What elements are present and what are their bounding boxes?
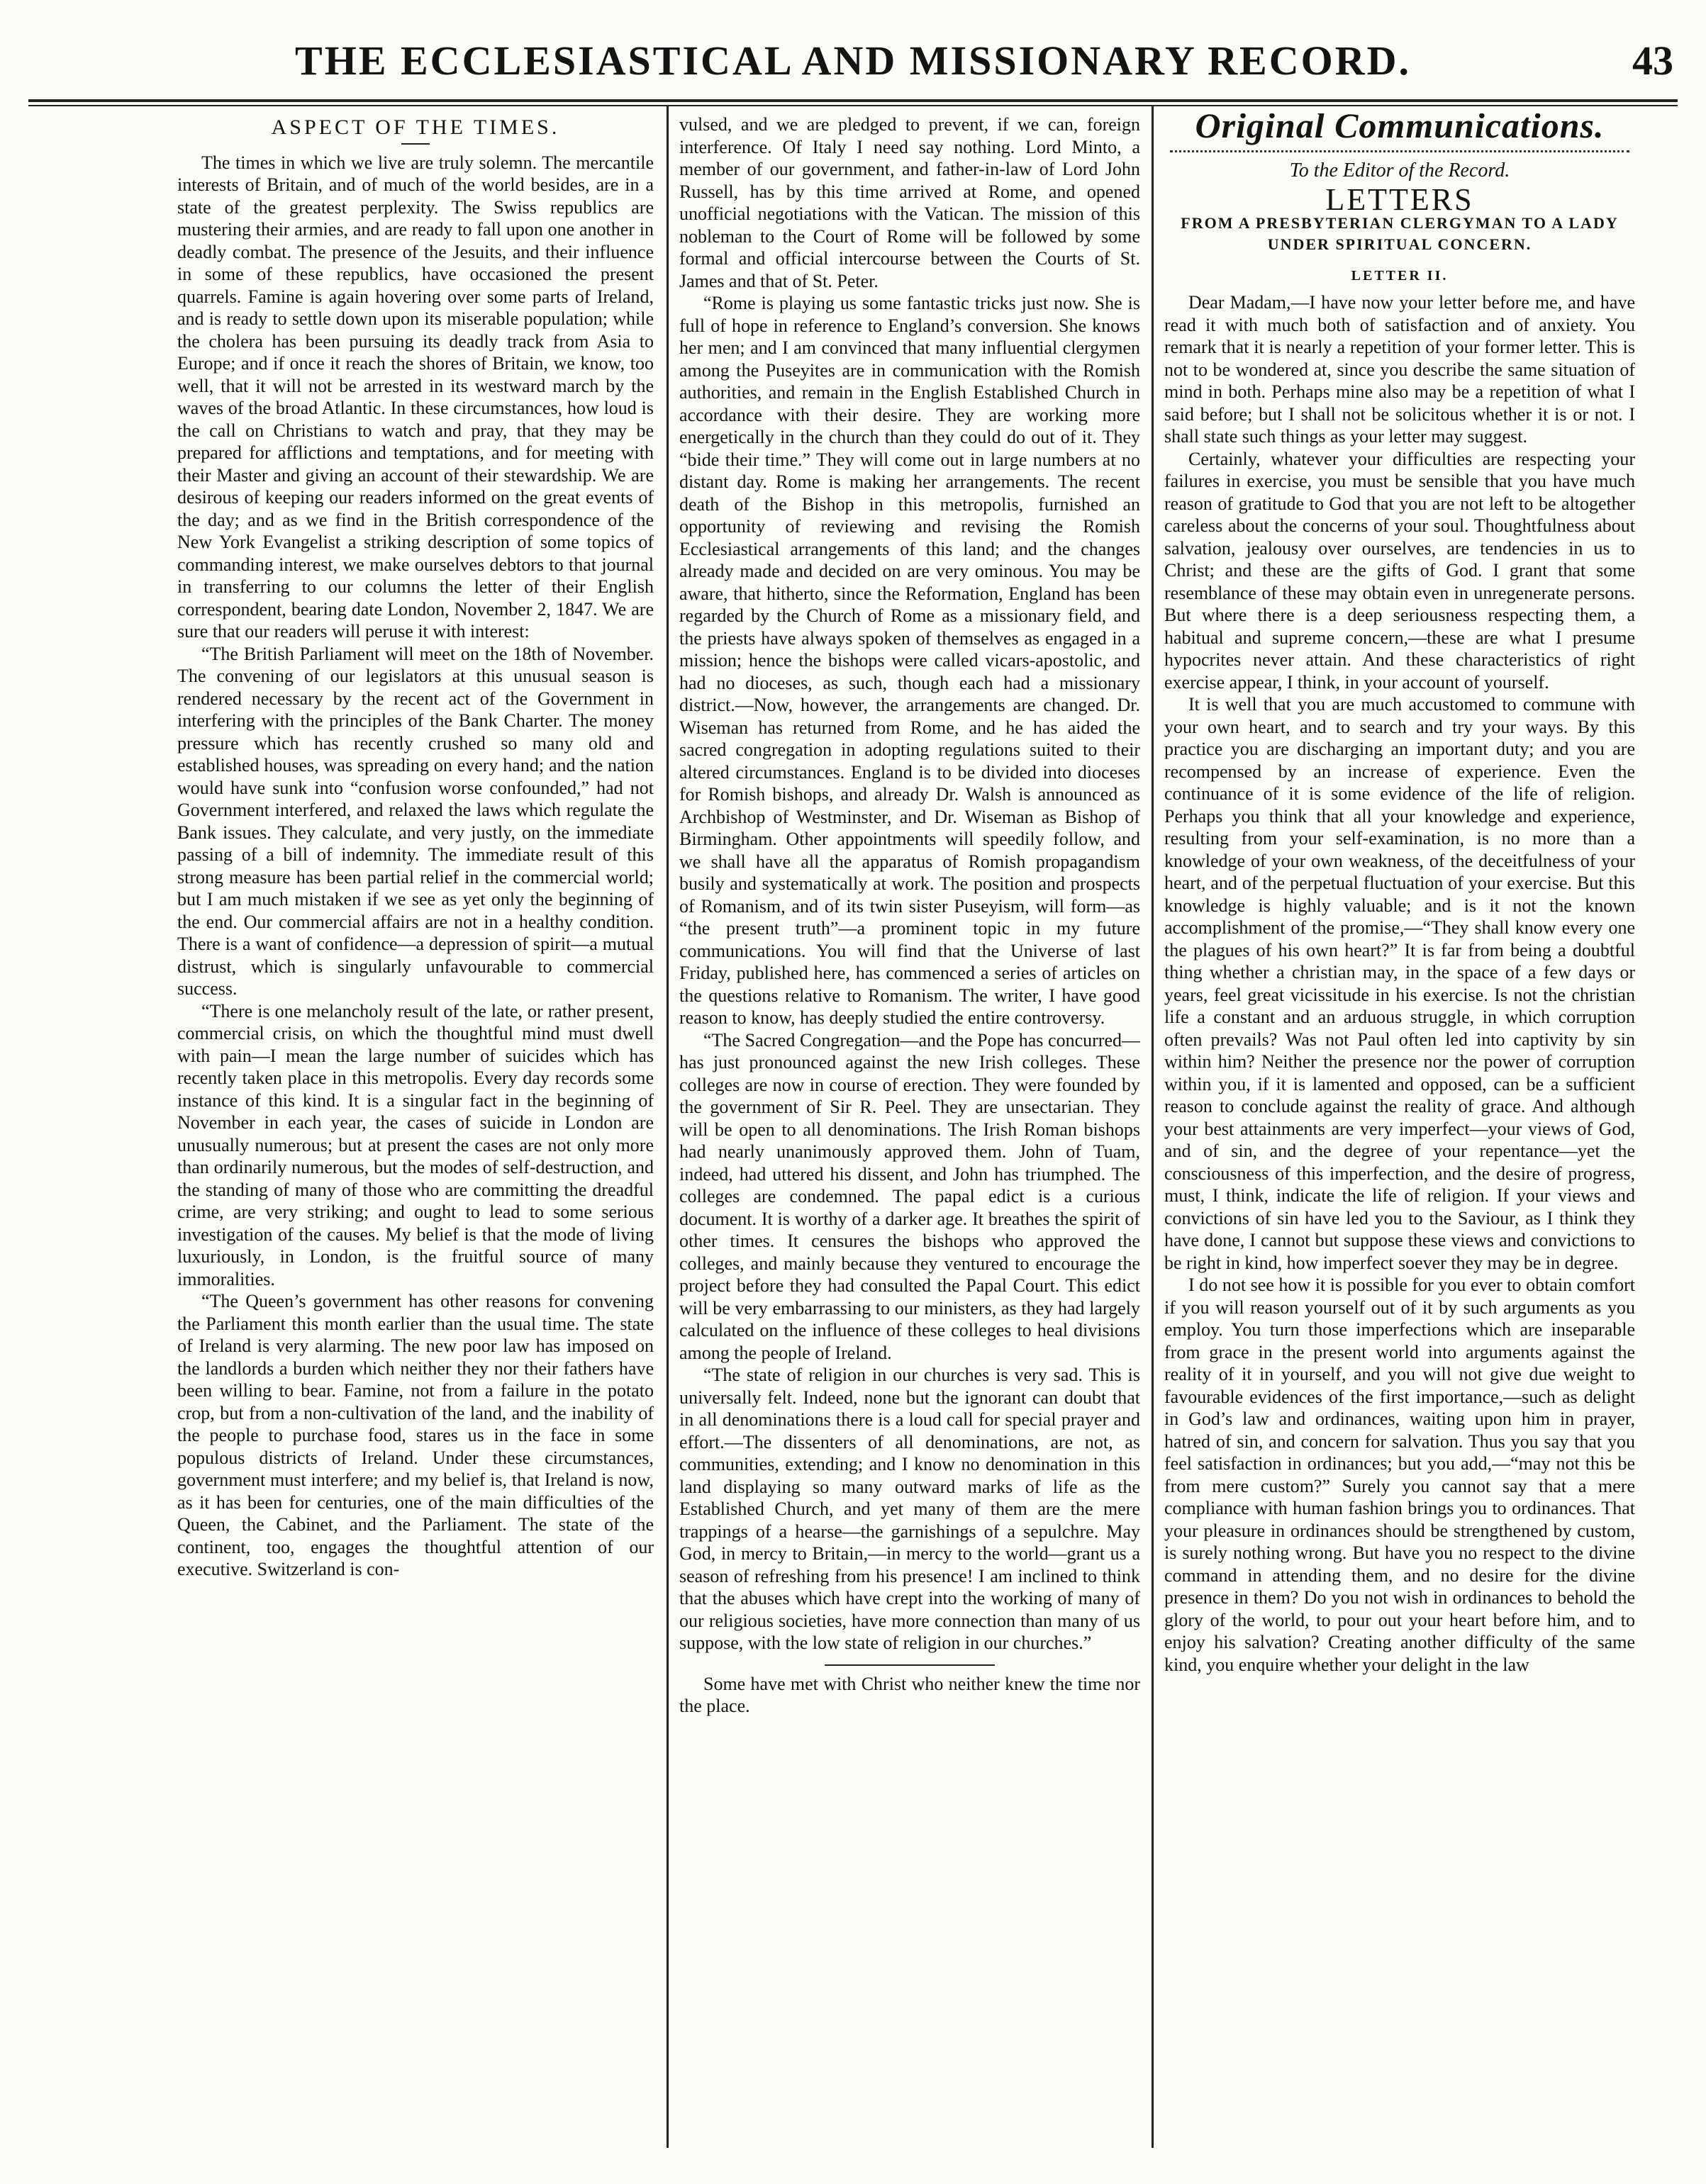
article-paragraph: “The Queen’s government has other reasons for convening the Parliament this month earlier than the usual time. The state of Ireland is very alarming. The new poor law has imposed on the landlords a burden which neither they nor their fathers have been willing to bear. Famine, not from a failure in the potato crop, but from a non-cultivation of the land, and the inability of the people to purchase food, stares us in the face in some populous districts of Ireland. Under these circumstances, government must interfere; and my belief is, that Ireland is now, as it has been for centuries, one of the main difficulties of the Queen, the Cabinet, and the Parliament. The state of the continent, too, engages the thoughtful attention of our executive. Switzerland is con- <box>177 1291 654 1579</box>
header-rule-bottom <box>28 105 1678 106</box>
article-paragraph: “Rome is playing us some fantastic tricks just now. She is full of hope in reference to England’s conversion. She knows her men; and I am convinced that many influential clergymen among the Puseyites are in communication with the Romish authorities, and remain in the English Established Church in accordance with their desire. They are working more energetically in the church than they could do out of it. They “bide their time.” They will come out in large numbers at no distant day. Rome is making her arrangements. The recent death of the Bishop in this metropolis, furnished an opportunity of reviewing and revising the Romish Ecclesiastical arrangements of this land; and the changes already made and decided on are very ominous. You may be aware, that hitherto, since the Reformation, England has been regarded by the Church of Rome as a missionary field, and the priests have always spoken of themselves as engaged in a mission; hence the bishops were called vicars-apostolic, and had no dioceses, as such, though each had a missionary district.—Now, however, the arrangements are changed. Dr. Wiseman has returned from Rome, and he has aided the sacred congregation in adopting regulations suited to their altered circumstances. England is to be divided into dioceses for Romish bishops, and already Dr. Walsh is announced as Archbishop of Westminster, and Dr. Wiseman as Bishop of Birmingham. Other appointments will speedily follow, and we shall have all the apparatus of Romish propagandism busily and systematically at work. The position and prospects of Romanism, and of its twin sister Puseyism, will form—as “the present truth”—a prominent topic in my future communications. You will find that the Universe of last Friday, published here, has commenced a series of articles on the questions relative to Romanism. The writer, I have good reason to know, has deeply studied the entire controversy. <box>679 293 1140 1028</box>
column-3 <box>1164 113 1635 2141</box>
letters-subtitle: FROM A PRESBYTERIAN CLERGYMAN TO A LADY UNDER SPIRITUAL CONCERN. <box>1181 213 1619 253</box>
column-1 <box>177 113 654 2141</box>
editor-address: To the Editor of the Record. <box>1289 159 1510 181</box>
column-divider-2 <box>1152 106 1154 2148</box>
column-2 <box>679 113 1140 2141</box>
letters-title: LETTERS <box>1325 182 1474 217</box>
running-title: THE ECCLESIASTICAL AND MISSIONARY RECORD. <box>295 38 1411 84</box>
section-title: Original Communications. <box>1195 113 1605 145</box>
article-paragraph: vulsed, and we are pledged to prevent, if we can, foreign interference. Of Italy I need say nothing. Lord Minto, a member of our government, and father-in-law of Lord John Russell, has by this time arrived at Rome, and opened unofficial negotiations with the Vatican. The mission of this nobleman to the Court of Rome will be followed by some formal and official intercourse between the Courts of St. James and that of St. Peter. <box>679 114 1140 291</box>
letter-paragraph: It is well that you are much accustomed to commune with your own heart, and to search and try your ways. By this practice you are discharging an important duty; and you are recompensed by an increase of experience. Even the continuance of it is some evidence of the life of religion. Perhaps you think that all your knowledge and experience, resulting from your self-examination, is no more than a knowledge of your own weakness, of the deceitfulness of your heart, and of the perpetual fluctuation of your exercise. But this knowledge is highly valuable; and is it not the known accomplishment of the promise,—“They shall know every one the plagues of his own heart?” It is far from being a doubtful thing whether a christian may, in the space of a few days or years, feel great vicissitude in his exercise. Is not the christian life a constant and an arduous struggle, in which corruption often prevails? Was not Paul often led into captivity by sin within him? Neither the presence nor the power of corruption within you, if it is lamented and opposed, can be a sufficient reason to conclude against the reality of grace. And although your best attainments are very imperfect—your views of God, and of sin, and the degree of your repentance—yet the consciousness of this imperfection, and the desire of progress, must, I think, indicate the life of religion. If your views and convictions of sin have led you to the Saviour, as I think they have done, I cannot but suppose these views and convictions to be right in kind, how imperfect soever they may be in degree. <box>1164 694 1635 1273</box>
article-paragraph: “The British Parliament will meet on the 18th of November. The convening of our legislators at this unusual season is rendered necessary by the recent act of the Government in interfering with the principles of the Bank Charter. The money pressure which has recently crushed so many old and established houses, was spreading on every hand; and the nation would have sunk into “confusion worse confounded,” had not Government interfered, and relaxed the laws which regulate the Bank issues. They calculate, and very justly, on the immediate passing of a bill of indemnity. The immediate result of this strong measure has been partial relief in the commercial world; but I am much mistaken if we see as yet only the beginning of the end. Our commercial affairs are not in a healthy condition. There is a want of confidence—a depression of spirit—a mutual distrust, which is singularly unfavourable to commercial success. <box>177 643 654 999</box>
article-paragraph: “There is one melancholy result of the late, or rather present, commercial crisis, on which the thoughtful mind must dwell with pain—I mean the large number of suicides which has recently taken place in this metropolis. Every day records some instance of this kind. It is a singular fact in the beginning of November in each year, the cases of suicide in London are unusually numerous; but at present the cases are not only more than ordinarily numerous, but the modes of self-destruction, and the standing of many of those who are committing the dreadful crime, are very striking; and ought to lead to some serious investigation of the causes. My belief is that the mode of living luxuriously, in London, is the fruitful source of many immoralities. <box>177 1000 654 1289</box>
letter-paragraph: Certainly, whatever your difficulties are respecting your failures in exercise, you must be sensible that you have much reason of gratitude to God that you are not left to be altogether careless about the concerns of your soul. Thoughtfulness about salvation, jealousy over ourselves, are tendencies in us to Christ; and these are the gifts of God. I grant that some resemblance of these may obtain even in unregenerate persons. But where there is a deep seriousness respecting them, a habitual and supreme concern,—these are what I presume hypocrites never attain. And these characteristics of right exercise appear, I think, in your account of yourself. <box>1164 448 1635 693</box>
footer-rule <box>825 1664 995 1666</box>
article-paragraph: “The Sacred Congregation—and the Pope has concurred—has just pronounced against the new Irish colleges. These colleges are now in course of erection. They were founded by the government of Sir R. Peel. They are unsectarian. They will be open to all denominations. The Irish Roman bishops had nearly unanimously approved them. John of Tuam, indeed, had uttered his dissent, and John has triumphed. The colleges are condemned. The papal edict is a curious document. It is worthy of a darker age. It breathes the spirit of other times. It censures the bishops who approved the colleges, and mainly because they ventured to encourage the project before they had consulted the Papal Court. This edict will be very embarrassing to our ministers, as they had largely calculated on the influence of these colleges to heal divisions among the people of Ireland. <box>679 1029 1140 1363</box>
article-heading: ASPECT OF THE TIMES. <box>271 116 560 139</box>
column-divider-1 <box>667 106 669 2148</box>
page-header <box>28 28 1678 92</box>
footer-note: Some have met with Christ who neither knew the time nor the place. <box>679 1673 1140 1716</box>
letter-paragraph: I do not see how it is possible for you ever to obtain comfort if you will reason yourself out of it by such arguments as you employ. You turn those imperfections which are inseparable from grace in the present world into arguments against the reality of it in yourself, and you will not give due weight to favourable evidences of the first importance,—such as delight in God’s law and ordinances, waiting upon him in prayer, hatred of sin, and concern for salvation. Thus you say that you feel satisfaction in ordinances; but you add,—“may not this be from mere custom?” Surely you cannot say that a mere compliance with human fashion brings you to ordinances. That your pleasure in ordinances should be strengthened by custom, is surely nothing wrong. But have you no respect to the divine command in attending them, and no desire for the divine presence in them? Do you not wish in ordinances to behold the glory of the world, to pour out your heart before him, and to enjoy his salvation? Creating another difficulty of the same kind, you enquire whether your delight in the law <box>1164 1275 1635 1675</box>
heading-rule <box>401 143 430 145</box>
article-paragraph: The times in which we live are truly solemn. The mercantile interests of Britain, and of much of the world besides, are in a state of the greatest perplexity. The Swiss republics are mustering their armies, and are ready to fall upon one another in deadly combat. The presence of the Jesuits, and their influence in some of these republics, have occasioned the present quarrels. Famine is again hovering over some parts of Ireland, and is ready to settle down upon its miserable population; while the cholera has been pursuing its deadly track from Asia to Europe; and if once it reach the shores of Britain, we know, too well, that it will not be arrested in its westward march by the waves of the broad Atlantic. In these circumstances, how loud is the call on Christians to watch and pray, that they may be prepared for afflictions and temptations, and for meeting with their Master and giving an account of their stewardship. We are desirous of keeping our readers informed on the great events of the day; and as we find in the British correspondence of the New York Evangelist a striking description of some topics of commanding interest, we make ourselves debtors to that journal in transferring to our columns the letter of their English correspondent, bearing date London, November 2, 1847. We are sure that our readers will peruse it with interest: <box>177 152 654 642</box>
letter-paragraph: Dear Madam,—I have now your letter before me, and have read it with much both of satisfaction and of anxiety. You remark that it is nearly a repetition of your former letter. This is not to be wondered at, since you describe the same situation of mind in both. Perhaps mine also may be a repetition of what I said before; but I shall not be solicitous whether it is or not. I shall state such things as your letter may suggest. <box>1164 292 1635 447</box>
page-number: 43 <box>1632 38 1673 84</box>
letter-number: LETTER II. <box>1351 267 1449 284</box>
article-paragraph: “The state of religion in our churches is very sad. This is universally felt. Indeed, none but the ignorant can doubt that in all denominations there is a loud call for special prayer and effort.—The dissenters of all denominations, are not, as communities, extending; and I know no denomination in this land displaying so many outward marks of life as the Established Church, and yet many of them are the mere trappings of a hearse—the garnishings of a sepulchre. May God, in mercy to Britain,—in mercy to the world—grant us a season of refreshing from his presence! I am inclined to think that the abuses which have crept into the working of many of our religious societies, have more connection than many of us suppose, with the low state of religion in our churches.” <box>679 1365 1140 1653</box>
header-rule-top <box>28 99 1678 102</box>
